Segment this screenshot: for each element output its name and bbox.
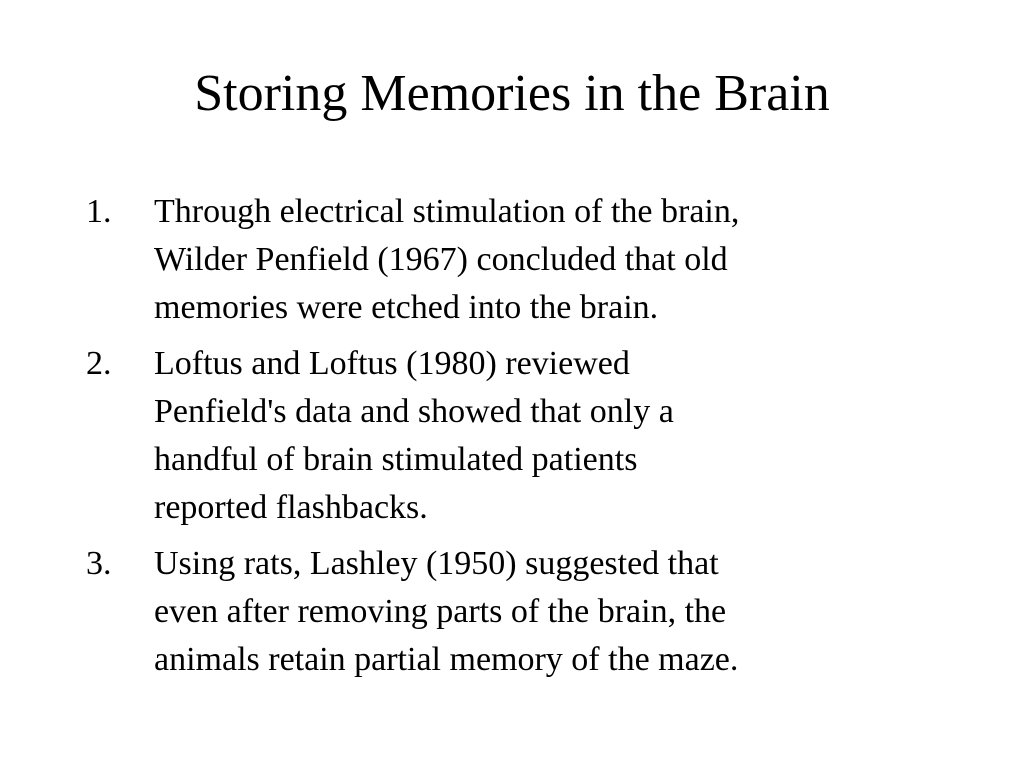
list-item-line: Through electrical stimulation of the brain,	[154, 193, 740, 230]
point-list	[86, 188, 956, 692]
list-item-line: memories were etched into the brain.	[154, 289, 659, 326]
list-item-line: Loftus and Loftus (1980) reviewed	[154, 345, 630, 382]
list-item-number: 3.	[86, 545, 112, 582]
list-item	[86, 540, 956, 684]
list-item	[86, 188, 956, 332]
list-item-line: Wilder Penfield (1967) concluded that old	[154, 241, 728, 278]
list-item-line: animals retain partial memory of the maze.	[154, 641, 739, 678]
list-item-line: Using rats, Lashley (1950) suggested that	[154, 545, 719, 582]
list-item-number: 1.	[86, 193, 112, 230]
list-item-line: even after removing parts of the brain, the	[154, 593, 727, 630]
list-item-line: reported flashbacks.	[154, 489, 428, 526]
list-item-line: Penfield's data and showed that only a	[154, 393, 674, 430]
list-item-number: 2.	[86, 345, 112, 382]
list-item	[86, 340, 956, 532]
list-item-line: handful of brain stimulated patients	[154, 441, 638, 478]
slide-title: Storing Memories in the Brain	[194, 65, 830, 122]
